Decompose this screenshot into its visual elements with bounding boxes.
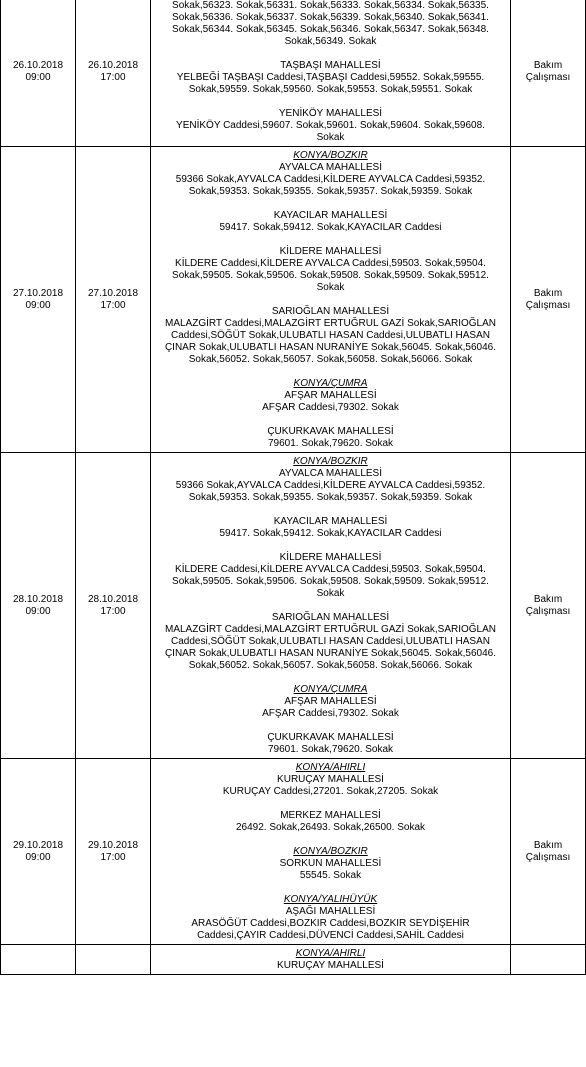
street-list: Caddesi,ÇAYIR Caddesi,DÜVENCİ Caddesi,SAHİL Caddesi <box>197 930 464 941</box>
work-type-line-1: Bakım <box>533 59 563 71</box>
block-gap <box>153 834 508 846</box>
neighbourhood-name: SARIOĞLAN MAHALLESİ <box>271 306 390 317</box>
neighbourhood-name: KURUÇAY MAHALLESİ <box>277 774 384 785</box>
end-datetime <box>76 453 151 759</box>
start-datetime <box>1 453 76 759</box>
table-row <box>1 945 586 975</box>
street-list: Sokak <box>316 282 345 293</box>
street-list: YENİKÖY Caddesi,59607. Sokak,59601. Sokak,59604. Sokak,59608. <box>176 120 485 131</box>
location-block <box>153 426 508 450</box>
street-list: Sokak,59353. Sokak,59355. Sokak,59357. Sokak,59359. Sokak <box>188 186 473 197</box>
street-list: Sokak,56349. Sokak <box>284 36 377 47</box>
neighbourhood-name: KURUÇAY MAHALLESİ <box>277 960 384 971</box>
district-name: KONYA/AHIRLI <box>295 948 366 959</box>
street-list: Sokak,56052. Sokak,56057. Sokak,56058. Sokak,56066. Sokak <box>188 660 473 671</box>
end-datetime <box>76 0 151 147</box>
neighbourhood-name: KİLDERE MAHALLESİ <box>279 552 382 563</box>
block-gap <box>153 798 508 810</box>
block-gap <box>153 882 508 894</box>
district-name: KONYA/AHIRLI <box>295 762 366 773</box>
block-gap <box>153 600 508 612</box>
end-datetime-line-1: 28.10.2018 <box>87 593 139 605</box>
street-list: AFŞAR Caddesi,79302. Sokak <box>262 402 399 413</box>
work-type <box>511 945 586 975</box>
block-gap <box>153 234 508 246</box>
start-datetime-line-1: 29.10.2018 <box>12 839 64 851</box>
affected-streets <box>151 759 511 945</box>
table-body <box>1 0 586 975</box>
location-block <box>153 0 508 48</box>
block-gap <box>153 96 508 108</box>
start-datetime-line-2: 09:00 <box>25 605 51 617</box>
neighbourhood-name: AFŞAR MAHALLESİ <box>284 696 377 707</box>
street-list: 59417. Sokak,59412. Sokak,KAYACILAR Caddesi <box>219 528 442 539</box>
street-list: ÇINAR Sokak,ULUBATLI HASAN NURANİYE Sokak,56045. Sokak,56046. <box>164 342 497 353</box>
block-gap <box>153 366 508 378</box>
table-row <box>1 0 586 147</box>
location-block <box>153 684 508 720</box>
neighbourhood-name: SARIOĞLAN MAHALLESİ <box>271 612 390 623</box>
work-type-line-1: Bakım <box>533 839 563 851</box>
block-gap <box>153 504 508 516</box>
work-type-line-2: Çalışması <box>525 71 571 83</box>
location-block <box>153 210 508 234</box>
start-datetime <box>1 0 76 147</box>
work-type-line-2: Çalışması <box>525 851 571 863</box>
district-name: KONYA/BOZKIR <box>293 150 368 161</box>
block-gap <box>153 414 508 426</box>
affected-streets <box>151 147 511 453</box>
neighbourhood-name: KİLDERE MAHALLESİ <box>279 246 382 257</box>
neighbourhood-name: AFŞAR MAHALLESİ <box>284 390 377 401</box>
location-block <box>153 846 508 882</box>
location-block <box>153 456 508 504</box>
start-datetime-line-1: 28.10.2018 <box>12 593 64 605</box>
neighbourhood-name: KAYACILAR MAHALLESİ <box>273 516 388 527</box>
location-block <box>153 552 508 600</box>
block-gap <box>153 48 508 60</box>
street-list: Sokak <box>316 132 345 143</box>
end-datetime-line-1: 27.10.2018 <box>87 287 139 299</box>
street-list: MALAZGİRT Caddesi,MALAZGİRT ERTUĞRUL GAZİ Sokak,SARIOĞLAN <box>164 624 497 635</box>
location-block <box>153 762 508 798</box>
street-list: 59366 Sokak,AYVALCA Caddesi,KİLDERE AYVALCA Caddesi,59352. <box>175 480 486 491</box>
street-list: Sokak <box>316 588 345 599</box>
location-block <box>153 108 508 144</box>
work-type-line-2: Çalışması <box>525 299 571 311</box>
street-list: Caddesi,SÖĞÜT Sokak,ULUBATLI HASAN Caddesi,ULUBATLI HASAN <box>170 330 490 341</box>
block-gap <box>153 294 508 306</box>
work-type <box>511 453 586 759</box>
district-name: KONYA/BOZKIR <box>293 456 368 467</box>
location-block <box>153 612 508 672</box>
neighbourhood-name: ÇUKURKAVAK MAHALLESİ <box>267 426 394 437</box>
street-list: ARASÖĞÜT Caddesi,BOZKIR Caddesi,BOZKIR SEYDİŞEHİR <box>191 918 470 929</box>
street-list: KİLDERE Caddesi,KİLDERE AYVALCA Caddesi,59503. Sokak,59504. <box>175 258 486 269</box>
work-type <box>511 147 586 453</box>
location-block <box>153 732 508 756</box>
street-list: 55545. Sokak <box>299 870 362 881</box>
block-gap <box>153 672 508 684</box>
work-type-line-1: Bakım <box>533 593 563 605</box>
table-row <box>1 759 586 945</box>
location-block <box>153 894 508 942</box>
location-block <box>153 516 508 540</box>
district-name: KONYA/ÇUMRA <box>293 684 368 695</box>
start-datetime-line-1: 27.10.2018 <box>12 287 64 299</box>
neighbourhood-name: SORKUN MAHALLESİ <box>279 858 382 869</box>
neighbourhood-name: AYVALCA MAHALLESİ <box>278 162 382 173</box>
block-gap <box>153 198 508 210</box>
end-datetime-line-2: 17:00 <box>100 71 126 83</box>
street-list: Sokak,59505. Sokak,59506. Sokak,59508. Sokak,59509. Sokak,59512. <box>172 270 489 281</box>
affected-streets <box>151 945 511 975</box>
block-gap <box>153 540 508 552</box>
street-list: Sokak,56052. Sokak,56057. Sokak,56058. Sokak,56066. Sokak <box>188 354 473 365</box>
end-datetime-line-1: 26.10.2018 <box>87 59 139 71</box>
start-datetime <box>1 147 76 453</box>
location-block <box>153 60 508 96</box>
street-list: KURUÇAY Caddesi,27201. Sokak,27205. Sokak <box>222 786 439 797</box>
street-list: Sokak,59559. Sokak,59560. Sokak,59553. Sokak,59551. Sokak <box>188 84 473 95</box>
street-list: 79601. Sokak,79620. Sokak <box>267 438 394 449</box>
affected-streets <box>151 0 511 147</box>
end-datetime-line-2: 17:00 <box>100 299 126 311</box>
district-name: KONYA/ÇUMRA <box>293 378 368 389</box>
start-datetime <box>1 945 76 975</box>
street-list: Sokak,59505. Sokak,59506. Sokak,59508. Sokak,59509. Sokak,59512. <box>172 576 489 587</box>
street-list: YELBEĞİ TAŞBAŞI Caddesi,TAŞBAŞI Caddesi,59552. Sokak,59555. <box>176 72 485 83</box>
start-datetime-line-2: 09:00 <box>25 299 51 311</box>
street-list: 26492. Sokak,26493. Sokak,26500. Sokak <box>235 822 426 833</box>
district-name: KONYA/YALIHÜYÜK <box>283 894 378 905</box>
table-row <box>1 453 586 759</box>
work-type <box>511 0 586 147</box>
street-list: 59417. Sokak,59412. Sokak,KAYACILAR Caddesi <box>219 222 442 233</box>
neighbourhood-name: ÇUKURKAVAK MAHALLESİ <box>267 732 394 743</box>
neighbourhood-name: YENİKÖY MAHALLESİ <box>278 108 383 119</box>
location-block <box>153 948 508 972</box>
neighbourhood-name: KAYACILAR MAHALLESİ <box>273 210 388 221</box>
end-datetime-line-2: 17:00 <box>100 605 126 617</box>
street-list: AFŞAR Caddesi,79302. Sokak <box>262 708 399 719</box>
street-list: Sokak,56344. Sokak,56345. Sokak,56346. Sokak,56347. Sokak,56348. <box>172 24 489 35</box>
end-datetime-line-1: 29.10.2018 <box>87 839 139 851</box>
location-block <box>153 306 508 366</box>
street-list: 79601. Sokak,79620. Sokak <box>267 744 394 755</box>
end-datetime <box>76 147 151 453</box>
neighbourhood-name: MERKEZ MAHALLESİ <box>280 810 381 821</box>
table-row <box>1 147 586 453</box>
street-list: 59366 Sokak,AYVALCA Caddesi,KİLDERE AYVALCA Caddesi,59352. <box>175 174 486 185</box>
start-datetime-line-2: 09:00 <box>25 71 51 83</box>
street-list: ÇINAR Sokak,ULUBATLI HASAN NURANİYE Sokak,56045. Sokak,56046. <box>164 648 497 659</box>
neighbourhood-name: AYVALCA MAHALLESİ <box>278 468 382 479</box>
street-list: MALAZGİRT Caddesi,MALAZGİRT ERTUĞRUL GAZİ Sokak,SARIOĞLAN <box>164 318 497 329</box>
location-block <box>153 378 508 414</box>
location-block <box>153 246 508 294</box>
location-block <box>153 150 508 198</box>
street-list: Caddesi,SÖĞÜT Sokak,ULUBATLI HASAN Caddesi,ULUBATLI HASAN <box>170 636 490 647</box>
neighbourhood-name: AŞAĞI MAHALLESİ <box>285 906 376 917</box>
street-list: Sokak,59353. Sokak,59355. Sokak,59357. Sokak,59359. Sokak <box>188 492 473 503</box>
end-datetime <box>76 759 151 945</box>
affected-streets <box>151 453 511 759</box>
work-type <box>511 759 586 945</box>
end-datetime-line-2: 17:00 <box>100 851 126 863</box>
work-type-line-2: Çalışması <box>525 605 571 617</box>
street-list: Sokak,56336. Sokak,56337. Sokak,56339. Sokak,56340. Sokak,56341. <box>172 12 489 23</box>
start-datetime <box>1 759 76 945</box>
start-datetime-line-1: 26.10.2018 <box>12 59 64 71</box>
district-name: KONYA/BOZKIR <box>293 846 368 857</box>
work-type-line-1: Bakım <box>533 287 563 299</box>
end-datetime <box>76 945 151 975</box>
neighbourhood-name: TAŞBAŞI MAHALLESİ <box>280 60 381 71</box>
start-datetime-line-2: 09:00 <box>25 851 51 863</box>
street-list: KİLDERE Caddesi,KİLDERE AYVALCA Caddesi,59503. Sokak,59504. <box>175 564 486 575</box>
location-block <box>153 810 508 834</box>
block-gap <box>153 720 508 732</box>
neighbourhood-name: Sokak,56323. Sokak,56331. Sokak,56333. Sokak,56334. Sokak,56335. <box>172 0 489 11</box>
